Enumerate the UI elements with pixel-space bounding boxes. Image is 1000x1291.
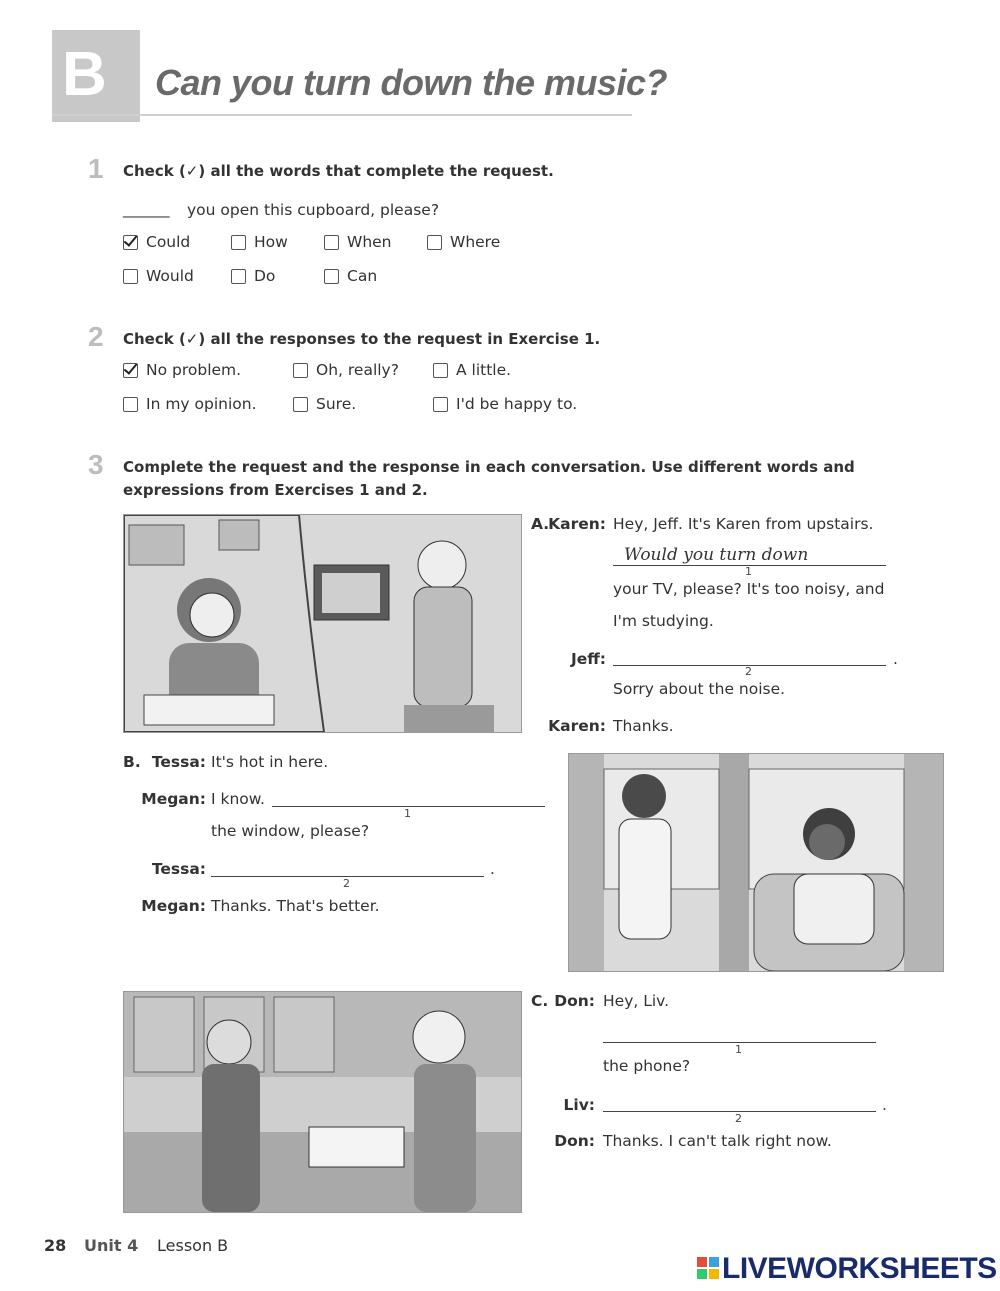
blank-a2-period: . xyxy=(893,650,898,668)
conversation-c-line2: the phone? xyxy=(603,1057,691,1075)
conversation-a-line1: Hey, Jeff. It's Karen from upstairs. xyxy=(613,515,874,533)
blank-a2-number: 2 xyxy=(745,665,752,678)
option-in-my-opinion[interactable]: In my opinion. xyxy=(123,395,257,413)
speaker-karen-2: Karen: xyxy=(548,717,606,735)
conversation-b-letter: B. xyxy=(123,753,141,771)
exercise-1-sentence-blank: ______ xyxy=(123,200,170,218)
illustration-tessa-megan-drawing xyxy=(569,754,943,971)
speaker-don: Don: xyxy=(554,992,595,1010)
exercise-1-number: 1 xyxy=(88,153,104,184)
checkbox[interactable] xyxy=(123,269,138,284)
conversation-a-line2: your TV, please? It's too noisy, and xyxy=(613,580,885,598)
option-where[interactable]: Where xyxy=(427,233,500,251)
illustration-don-liv-drawing xyxy=(124,992,521,1212)
blank-b2-number: 2 xyxy=(343,877,350,890)
option-a-little[interactable]: A little. xyxy=(433,361,511,379)
checkbox[interactable] xyxy=(293,397,308,412)
conversation-a-letter: A. xyxy=(531,515,550,533)
blank-a1-number: 1 xyxy=(745,565,752,578)
speaker-jeff: Jeff: xyxy=(570,650,606,668)
footer-lesson: Lesson B xyxy=(157,1236,229,1255)
option-could[interactable]: Could xyxy=(123,233,190,251)
blank-c1-number: 1 xyxy=(735,1043,742,1056)
exercise-3-instruction-line2: expressions from Exercises 1 and 2. xyxy=(123,481,428,499)
illustration-karen-jeff xyxy=(123,514,522,733)
conversation-b-line2: I know. xyxy=(211,790,265,808)
liveworksheets-logo-icon xyxy=(697,1257,719,1279)
option-do[interactable]: Do xyxy=(231,267,275,285)
checkbox[interactable] xyxy=(231,235,246,250)
liveworksheets-brand[interactable]: LIVEWORKSHEETS xyxy=(722,1252,997,1285)
checkbox[interactable] xyxy=(123,397,138,412)
checkbox-checked[interactable] xyxy=(123,235,138,250)
conversation-c-letter: C. xyxy=(531,992,549,1010)
conversation-a-line3: I'm studying. xyxy=(613,612,714,630)
conversation-c-line3: Thanks. I can't talk right now. xyxy=(603,1132,832,1150)
speaker-don-2: Don: xyxy=(554,1132,595,1150)
checkbox[interactable] xyxy=(427,235,442,250)
blank-c2-period: . xyxy=(882,1096,887,1114)
speaker-megan: Megan: xyxy=(141,790,206,808)
exercise-3-number: 3 xyxy=(88,449,104,480)
conversation-b-line3: the window, please? xyxy=(211,822,370,840)
speaker-karen: Karen: xyxy=(548,515,606,533)
option-how[interactable]: How xyxy=(231,233,288,251)
illustration-tessa-megan xyxy=(568,753,944,972)
title-divider xyxy=(52,114,632,116)
speaker-liv: Liv: xyxy=(563,1096,595,1114)
blank-c2-number: 2 xyxy=(735,1112,742,1125)
answer-a1[interactable]: Would you turn down xyxy=(624,545,809,565)
conversation-b-line4: Thanks. That's better. xyxy=(211,897,380,915)
option-no-problem[interactable]: No problem. xyxy=(123,361,241,379)
exercise-2-number: 2 xyxy=(88,321,104,352)
footer-unit: Unit 4 xyxy=(84,1236,139,1255)
exercise-2-instruction: Check (✓) all the responses to the request in Exercise 1. xyxy=(123,330,601,348)
checkbox[interactable] xyxy=(324,269,339,284)
option-can[interactable]: Can xyxy=(324,267,377,285)
checkbox[interactable] xyxy=(231,269,246,284)
checkbox[interactable] xyxy=(324,235,339,250)
conversation-b-line1: It's hot in here. xyxy=(211,753,329,771)
exercise-1-instruction: Check (✓) all the words that complete the request. xyxy=(123,162,554,180)
page-title: Can you turn down the music? xyxy=(155,62,668,103)
option-happy-to[interactable]: I'd be happy to. xyxy=(433,395,577,413)
speaker-megan-2: Megan: xyxy=(141,897,206,915)
checkbox[interactable] xyxy=(433,363,448,378)
speaker-tessa: Tessa: xyxy=(151,753,206,771)
blank-b1-number: 1 xyxy=(404,807,411,820)
option-when[interactable]: When xyxy=(324,233,392,251)
speaker-tessa-2: Tessa: xyxy=(151,860,206,878)
conversation-a-line4: Sorry about the noise. xyxy=(613,680,786,698)
conversation-a-line5: Thanks. xyxy=(613,717,674,735)
blank-b2-period: . xyxy=(490,860,495,878)
option-sure[interactable]: Sure. xyxy=(293,395,356,413)
conversation-c-line1: Hey, Liv. xyxy=(603,992,670,1010)
exercise-3-instruction-line1: Complete the request and the response in each conversation. Use different words and xyxy=(123,458,855,476)
section-letter: B xyxy=(62,40,107,109)
checkbox[interactable] xyxy=(293,363,308,378)
option-would[interactable]: Would xyxy=(123,267,194,285)
checkbox[interactable] xyxy=(433,397,448,412)
checkbox-checked[interactable] xyxy=(123,363,138,378)
page-number: 28 xyxy=(44,1236,67,1255)
illustration-karen-jeff-drawing xyxy=(124,515,521,732)
illustration-don-liv xyxy=(123,991,522,1213)
option-oh-really[interactable]: Oh, really? xyxy=(293,361,399,379)
exercise-1-sentence: you open this cupboard, please? xyxy=(187,201,440,219)
